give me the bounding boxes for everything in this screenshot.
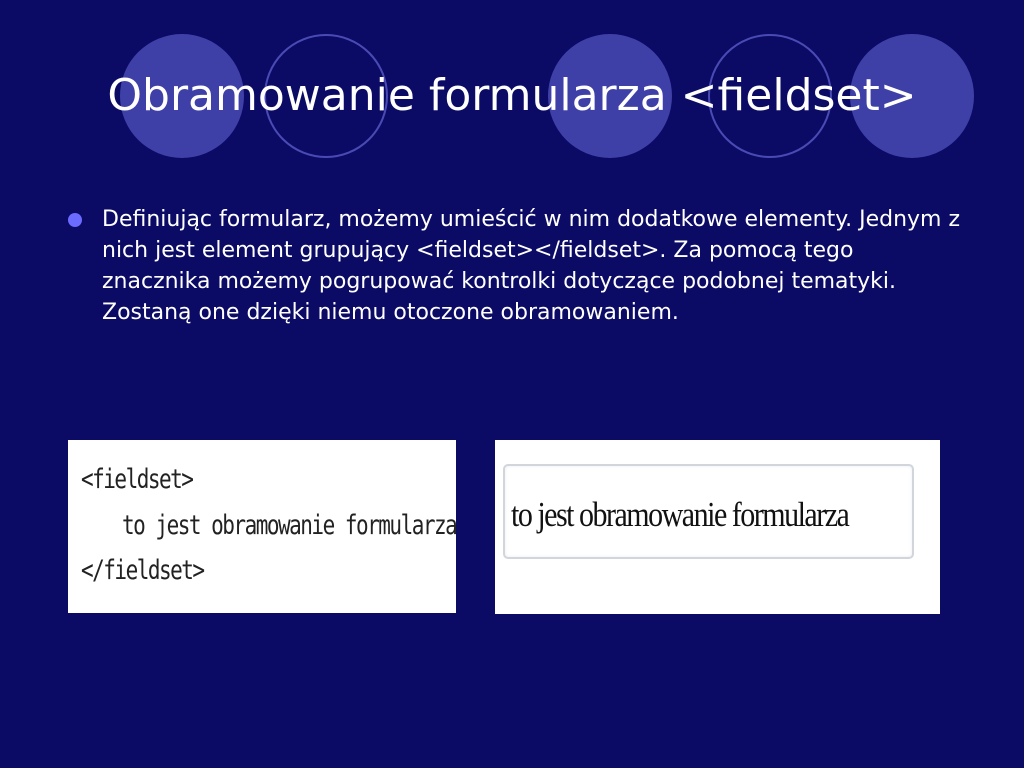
code-line-close-tag: </fieldset>: [81, 555, 204, 585]
bullet-dot-icon: [68, 213, 82, 227]
code-line-content: to jest obramowanie formularza: [122, 510, 457, 540]
bullet-text: Definiując formularz, możemy umieścić w nim dodatkowe elementy. Jednym z nich jest element grupujący <fieldset></fieldset>. Za pomocą tego znacznika możemy pogrupować kontrolki dotyczące podobnej tematyki. Zostaną one dzięki niemu otoczone obramowaniem.: [102, 207, 961, 325]
code-line-open-tag: <fieldset>: [81, 464, 193, 494]
fieldset-border: [503, 464, 914, 559]
fieldset-preview-text: to jest obramowanie formularza: [511, 496, 849, 534]
code-example-image: [68, 440, 456, 613]
slide-title: Obramowanie formularza <fieldset>: [107, 70, 917, 121]
fieldset-preview-image: [495, 440, 940, 614]
bullet-item: [66, 204, 966, 328]
